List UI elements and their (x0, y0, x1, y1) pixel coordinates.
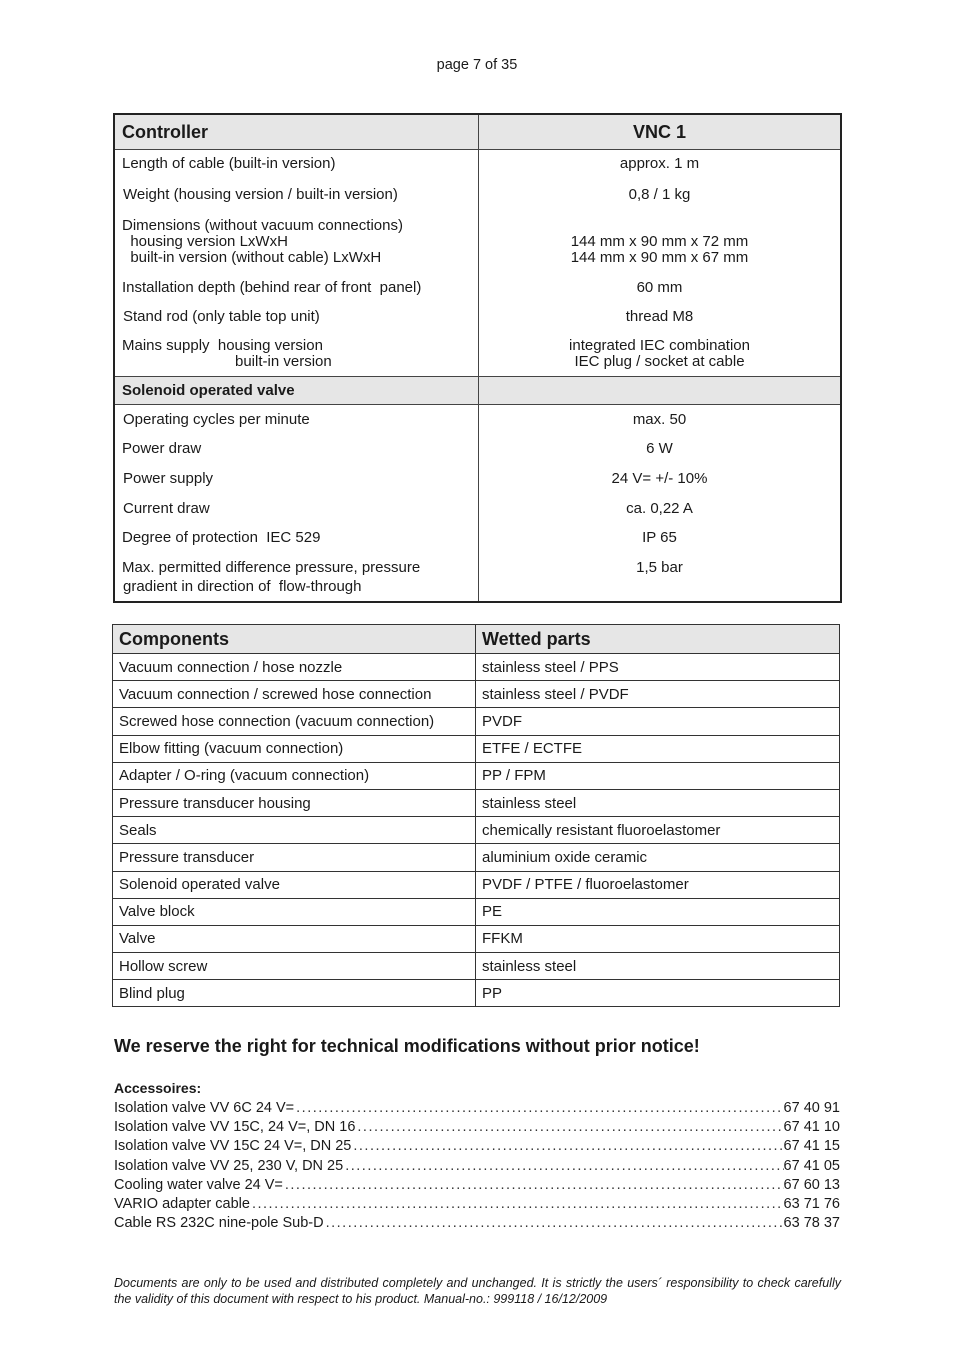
spec-label: Max. permitted difference pressure, pressure (122, 559, 421, 576)
table-row (113, 871, 840, 898)
accessory-code: 67 41 15 (783, 1138, 840, 1155)
spec-value: 24 V= +/- 10% (611, 470, 708, 487)
accessories-title: Accessoires: (114, 1080, 202, 1096)
component-material: stainless steel (476, 789, 840, 816)
accessory-code: 63 71 76 (783, 1196, 840, 1213)
spec-label: Dimensions (without vacuum connections) (122, 217, 403, 234)
list-item (114, 1098, 840, 1117)
controller-spec-table (113, 113, 842, 603)
spec-value: thread M8 (625, 308, 694, 325)
accessory-code: 67 60 13 (783, 1176, 840, 1193)
component-name: Elbow fitting (vacuum connection) (113, 735, 476, 762)
accessory-name: Isolation valve VV 15C 24 V=, DN 25 (114, 1138, 352, 1155)
component-material: PP / FPM (476, 762, 840, 789)
list-item (114, 1137, 840, 1156)
page-number: page 7 of 35 (436, 57, 518, 73)
header-controller: Controller (115, 115, 479, 149)
accessories-list (114, 1098, 840, 1233)
component-name: Vacuum connection / hose nozzle (113, 654, 476, 681)
spec-label: Weight (housing version / built-in version) (123, 186, 398, 203)
spec-value: 6 W (646, 440, 673, 457)
spec-value: integrated IEC combination (569, 337, 750, 354)
accessory-name: Cable RS 232C nine-pole Sub-D (114, 1215, 324, 1232)
spec-label: built-in version (without cable) LxWxH (122, 249, 382, 266)
spec-label: Length of cable (built-in version) (122, 155, 336, 172)
component-name: Valve (113, 925, 476, 952)
spec-value: 60 mm (636, 279, 683, 296)
spec-label: Power supply (123, 470, 214, 487)
accessory-name: VARIO adapter cable (114, 1196, 250, 1213)
table-header (115, 115, 840, 150)
spec-value: approx. 1 m (619, 155, 700, 172)
table-row (113, 844, 840, 871)
table-row (113, 925, 840, 952)
list-item (114, 1156, 840, 1175)
component-material: aluminium oxide ceramic (476, 844, 840, 871)
component-name: Pressure transducer (113, 844, 476, 871)
component-name: Blind plug (113, 980, 476, 1007)
component-name: Solenoid operated valve (113, 871, 476, 898)
subheader-label: Solenoid operated valve (115, 377, 479, 404)
component-material: chemically resistant fluoroelastomer (476, 817, 840, 844)
table-row (113, 735, 840, 762)
spec-value: 144 mm x 90 mm x 67 mm (570, 249, 749, 266)
component-material: ETFE / ECTFE (476, 735, 840, 762)
spec-value: 1,5 bar (636, 559, 683, 576)
table-row (113, 708, 840, 735)
header-wetted-parts: Wetted parts (476, 625, 840, 654)
list-item (114, 1175, 840, 1194)
header-model: VNC 1 (632, 121, 686, 142)
controller-rows (115, 150, 840, 376)
accessory-code: 67 41 10 (783, 1118, 840, 1135)
accessory-name: Cooling water valve 24 V= (114, 1176, 283, 1193)
spec-label: housing version LxWxH (122, 233, 288, 250)
component-material: stainless steel / PVDF (476, 681, 840, 708)
spec-value: IP 65 (642, 529, 677, 546)
table-header (113, 625, 840, 654)
spec-label: Operating cycles per minute (123, 411, 310, 428)
spec-label: Mains supply housing version (122, 337, 323, 354)
table-row (113, 762, 840, 789)
component-material: stainless steel (476, 953, 840, 980)
spec-value: IEC plug / socket at cable (574, 353, 745, 370)
table-row (113, 817, 840, 844)
valve-rows (115, 405, 840, 601)
component-material: FFKM (476, 925, 840, 952)
table-row (113, 789, 840, 816)
table-row (113, 681, 840, 708)
component-material: PE (476, 898, 840, 925)
component-name: Adapter / O-ring (vacuum connection) (113, 762, 476, 789)
component-material: PVDF (476, 708, 840, 735)
component-name: Seals (113, 817, 476, 844)
valve-subheader (115, 376, 840, 405)
spec-label: Current draw (123, 500, 210, 517)
accessory-name: Isolation valve VV 25, 230 V, DN 25 (114, 1157, 344, 1174)
spec-label: gradient in direction of flow-through (123, 578, 362, 595)
footer-disclaimer: Documents are only to be used and distributed completely and unchanged. It is strictly the users´ responsibility to check carefully the validity of this document with respect to his product. Manual-no.: 999118 / 16/12/2009 (114, 1276, 841, 1306)
component-name: Hollow screw (113, 953, 476, 980)
list-item (114, 1194, 840, 1213)
spec-label: Degree of protection IEC 529 (122, 529, 321, 546)
accessory-name: Isolation valve VV 6C 24 V= (114, 1099, 295, 1116)
spec-label: Stand rod (only table top unit) (123, 308, 320, 325)
list-item (114, 1214, 840, 1233)
spec-label: built-in version (235, 353, 332, 370)
table-row (113, 980, 840, 1007)
spec-label: Installation depth (behind rear of front panel) (122, 279, 422, 296)
component-name: Vacuum connection / screwed hose connection (113, 681, 476, 708)
header-components: Components (113, 625, 476, 654)
table-row (113, 898, 840, 925)
component-name: Pressure transducer housing (113, 789, 476, 816)
components-table (112, 624, 840, 1007)
accessory-name: Isolation valve VV 15C, 24 V=, DN 16 (114, 1118, 356, 1135)
spec-value: 0,8 / 1 kg (628, 186, 691, 203)
accessory-code: 67 41 05 (783, 1157, 840, 1174)
accessory-code: 63 78 37 (783, 1215, 840, 1232)
list-item (114, 1117, 840, 1136)
component-material: PVDF / PTFE / fluoroelastomer (476, 871, 840, 898)
component-material: PP (476, 980, 840, 1007)
table-row (113, 953, 840, 980)
component-name: Screwed hose connection (vacuum connection) (113, 708, 476, 735)
spec-label: Power draw (122, 440, 202, 457)
spec-value: 144 mm x 90 mm x 72 mm (570, 233, 749, 250)
accessory-code: 67 40 91 (783, 1099, 840, 1116)
component-name: Valve block (113, 898, 476, 925)
component-material: stainless steel / PPS (476, 654, 840, 681)
table-row (113, 654, 840, 681)
modification-notice: We reserve the right for technical modifications without prior notice! (114, 1036, 700, 1056)
spec-value: max. 50 (632, 411, 687, 428)
spec-value: ca. 0,22 A (626, 500, 693, 517)
